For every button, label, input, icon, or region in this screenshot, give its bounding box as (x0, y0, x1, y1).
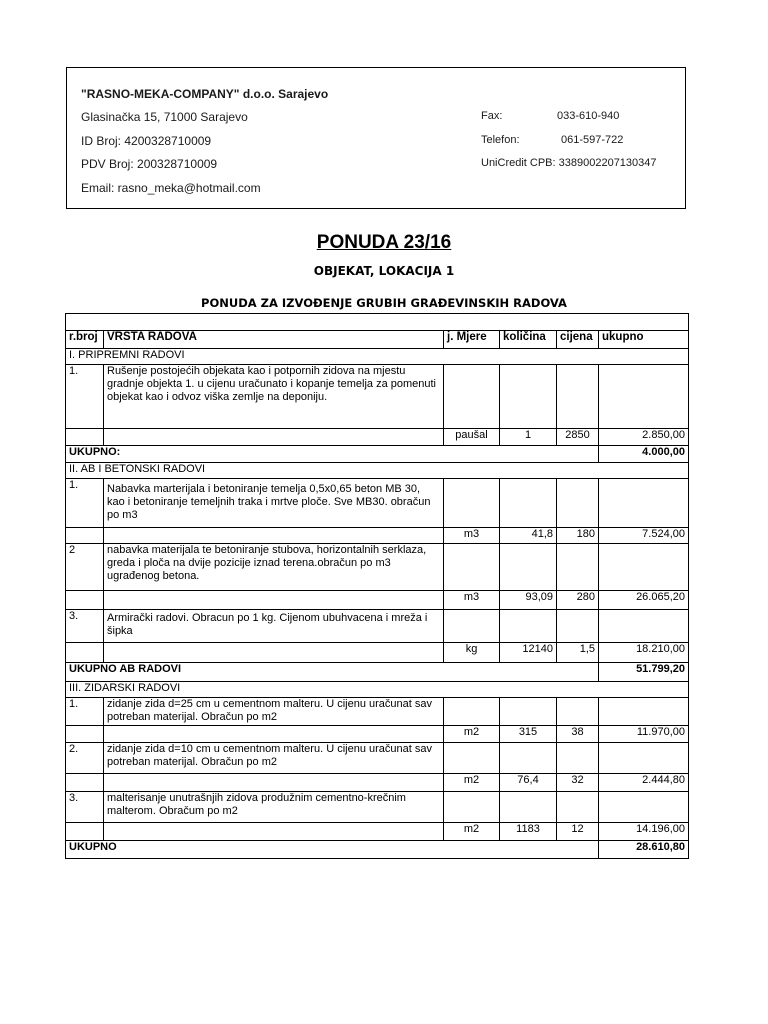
empty-cell (104, 726, 444, 743)
empty-cell (66, 774, 104, 792)
item-price: 1,5 (557, 643, 599, 663)
company-name: "RASNO-MEKA-COMPANY" d.o.o. Sarajevo (81, 87, 329, 101)
table-row (66, 365, 689, 429)
item-no: 3. (66, 610, 104, 643)
col-header-description: VRSTA RADOVA (104, 331, 444, 349)
table-row (66, 792, 689, 823)
fax-value: 033-610-940 (557, 110, 620, 122)
empty-cell (104, 591, 444, 610)
item-description: Nabavka marterijala i betoniranje temelja 0,5x0,65 beton MB 30, kao i betoniranje temeljnih traka i mrtve ploče. Sve MB30. obračun po m3 (104, 479, 444, 528)
empty-cell (66, 591, 104, 610)
table-row (66, 823, 689, 841)
item-no: 1. (66, 365, 104, 429)
empty-cell (500, 610, 557, 643)
item-quantity: 76,4 (500, 774, 557, 792)
empty-cell (500, 698, 557, 726)
empty-cell (104, 643, 444, 663)
table-row (66, 743, 689, 774)
item-unit: m2 (444, 774, 500, 792)
empty-cell (599, 544, 689, 591)
item-price: 38 (557, 726, 599, 743)
table-row (66, 544, 689, 591)
empty-cell (66, 429, 104, 446)
item-total: 7.524,00 (599, 528, 689, 544)
item-quantity: 1183 (500, 823, 557, 841)
item-unit: m3 (444, 528, 500, 544)
item-unit: paušal (444, 429, 500, 446)
item-description: Rušenje postojećih objekata kao i potpornih zidova na mjestu gradnje objekta 1. u cijenu uračunato i kopanje temelja za pomenuti objekat kao i odvoz viška zemlje na deponiju. (104, 365, 444, 429)
empty-cell (500, 544, 557, 591)
subtotal-value: 51.799,20 (599, 663, 689, 682)
item-price: 12 (557, 823, 599, 841)
item-no: 2 (66, 544, 104, 591)
item-total: 11.970,00 (599, 726, 689, 743)
bank-account: UniCredit CPB: 3389002207130347 (481, 157, 657, 169)
table-row (66, 591, 689, 610)
empty-cell (557, 610, 599, 643)
item-total: 14.196,00 (599, 823, 689, 841)
empty-cell (557, 743, 599, 774)
empty-cell (444, 479, 500, 528)
empty-cell (66, 726, 104, 743)
item-unit: m2 (444, 823, 500, 841)
empty-cell (500, 479, 557, 528)
object-location: OBJEKAT, LOKACIJA 1 (313, 264, 455, 278)
item-total: 18.210,00 (599, 643, 689, 663)
subtotal-label: UKUPNO AB RADOVI (66, 663, 599, 682)
subtotal-row (66, 663, 689, 682)
item-price: 2850 (557, 429, 599, 446)
empty-cell (599, 792, 689, 823)
item-description: nabavka materijala te betoniranje stubova, horizontalnih serklaza, greda i ploča na dvije pozicije iznad terena.obračun po m3 ugrađenog betona. (104, 544, 444, 591)
table-header-row (66, 331, 689, 349)
table-row (66, 774, 689, 792)
item-price: 280 (557, 591, 599, 610)
empty-cell (104, 528, 444, 544)
table-row (66, 610, 689, 643)
subtotal-value: 28.610,80 (599, 841, 689, 859)
empty-cell (557, 544, 599, 591)
empty-cell (557, 792, 599, 823)
item-description: zidanje zida d=10 cm u cementnom malteru. U cijenu uračunat sav potreban materijal. Obračun po m2 (104, 743, 444, 774)
empty-cell (444, 792, 500, 823)
table-row (66, 643, 689, 663)
item-quantity: 12140 (500, 643, 557, 663)
col-header-quantity: količina (500, 331, 557, 349)
subtotal-value: 4.000,00 (599, 446, 689, 463)
item-quantity: 41,8 (500, 528, 557, 544)
empty-cell (557, 479, 599, 528)
subtotal-label: UKUPNO (66, 841, 599, 859)
empty-cell (599, 698, 689, 726)
item-total: 2.444,80 (599, 774, 689, 792)
col-header-price: cijena (557, 331, 599, 349)
company-pdv: PDV Broj: 200328710009 (81, 157, 218, 171)
item-unit: m2 (444, 726, 500, 743)
empty-cell (104, 774, 444, 792)
tel-value: 061-597-722 (561, 134, 624, 146)
empty-cell (66, 823, 104, 841)
section-title: II. AB I BETONSKI RADOVI (66, 463, 689, 479)
subtotal-row (66, 446, 689, 463)
empty-cell (104, 429, 444, 446)
item-quantity: 93,09 (500, 591, 557, 610)
empty-cell (104, 823, 444, 841)
item-no: 2. (66, 743, 104, 774)
item-total: 26.065,20 (599, 591, 689, 610)
section-row (66, 682, 689, 698)
item-no: 1. (66, 479, 104, 528)
company-header (66, 67, 686, 209)
table-row (66, 429, 689, 446)
subtotal-row (66, 841, 689, 859)
item-price: 32 (557, 774, 599, 792)
item-unit: kg (444, 643, 500, 663)
offer-subject: PONUDA ZA IZVOĐENJE GRUBIH GRAĐEVINSKIH RADOVA (201, 296, 567, 310)
item-total: 2.850,00 (599, 429, 689, 446)
item-unit: m3 (444, 591, 500, 610)
table-row (66, 479, 689, 528)
subtotal-label: UKUPNO: (66, 446, 599, 463)
empty-cell (444, 365, 500, 429)
section-row (66, 349, 689, 365)
section-row (66, 463, 689, 479)
item-no: 3. (66, 792, 104, 823)
item-description: malterisanje unutrašnjih zidova produžnim cementno-krečnim malterom. Obračum po m2 (104, 792, 444, 823)
offer-table (65, 313, 689, 859)
table-row (66, 726, 689, 743)
empty-cell (500, 792, 557, 823)
empty-cell (599, 479, 689, 528)
col-header-no: r.broj (66, 331, 104, 349)
table-row (66, 528, 689, 544)
document-title: PONUDA 23/16 (316, 232, 452, 253)
col-header-unit: j. Mjere (444, 331, 500, 349)
item-no: 1. (66, 698, 104, 726)
empty-cell (557, 365, 599, 429)
item-quantity: 1 (500, 429, 557, 446)
empty-cell (444, 698, 500, 726)
company-id: ID Broj: 4200328710009 (81, 134, 212, 148)
empty-cell (66, 528, 104, 544)
item-price: 180 (557, 528, 599, 544)
col-header-total: ukupno (599, 331, 689, 349)
item-description: Armirački radovi. Obracun po 1 kg. Cijenom ubuhvacena i mreža i šipka (104, 610, 444, 643)
company-address: Glasinačka 15, 71000 Sarajevo (81, 110, 248, 124)
empty-cell (66, 643, 104, 663)
company-email: Email: rasno_meka@hotmail.com (81, 181, 261, 195)
item-quantity: 315 (500, 726, 557, 743)
section-title: I. PRIPREMNI RADOVI (66, 349, 689, 365)
empty-cell (599, 743, 689, 774)
empty-cell (599, 610, 689, 643)
empty-cell (500, 365, 557, 429)
table-row (66, 698, 689, 726)
item-description: zidanje zida d=25 cm u cementnom malteru. U cijenu uračunat sav potreban materijal. Obračun po m2 (104, 698, 444, 726)
section-title: III. ZIDARSKI RADOVI (66, 682, 689, 698)
empty-cell (444, 544, 500, 591)
fax-label: Fax: (481, 110, 503, 122)
empty-cell (500, 743, 557, 774)
empty-cell (444, 743, 500, 774)
tel-label: Telefon: (481, 134, 520, 146)
empty-cell (557, 698, 599, 726)
empty-cell (599, 365, 689, 429)
empty-cell (444, 610, 500, 643)
table-top-spacer (66, 314, 689, 331)
